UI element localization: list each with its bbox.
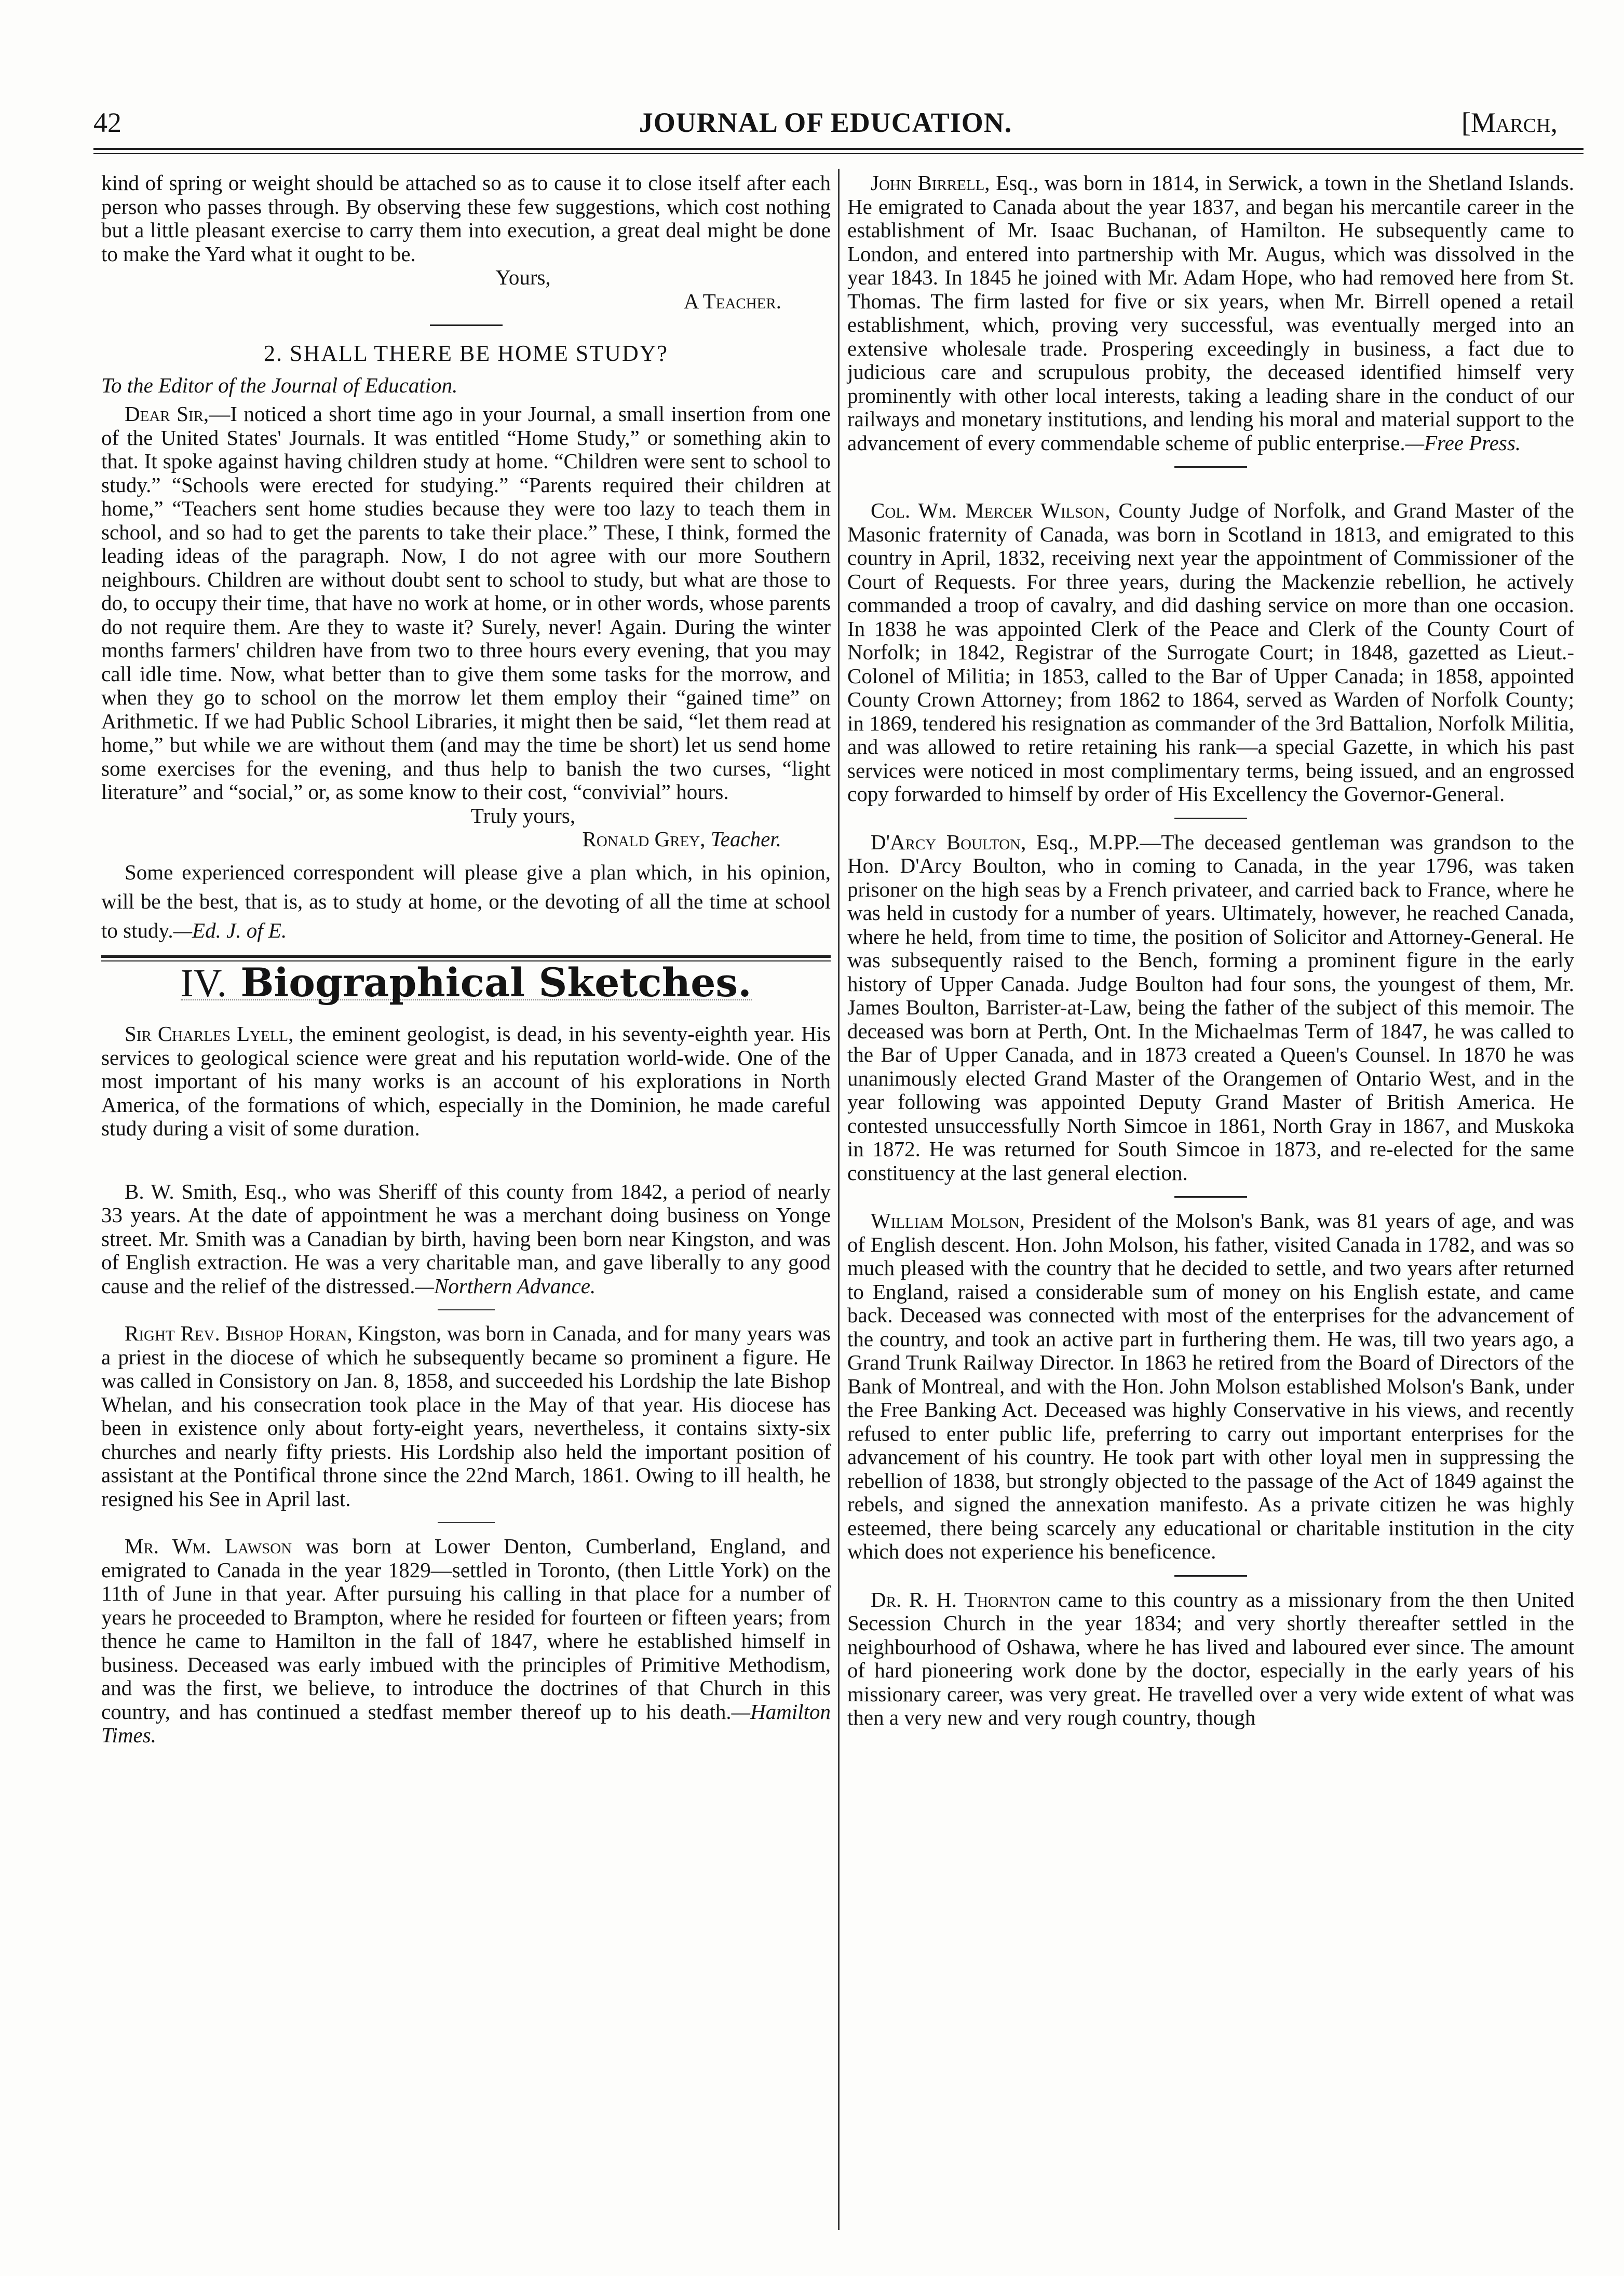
letter-closing: Truly yours,: [470, 803, 576, 828]
section-heading: IV. Biographical Sketches.: [180, 959, 752, 1006]
page-number: 42: [93, 107, 121, 138]
header-rule: [93, 148, 1584, 154]
divider-rule: [430, 324, 503, 326]
letter-addressee: To the Editor of the Journal of Education.: [101, 373, 458, 397]
editor-note: Some experienced correspondent will please give a plan which, in his opinion, will be the best, that is, as to study at home, or the devoting of all the time at school to study.—Ed. J. of E.: [101, 860, 831, 942]
letter-text: —I noticed a short time ago in your Journal, a small insertion from one of the United States' Journals. It was entitled “Home Study,” or something akin to that. It spoke against having children study at home. “Children were sent to school to study.” “Schools were erected for studying.” “Parents required their children at home,” “Teachers sent home studies because they were too lazy to teach them in school, and so had to get the parents to take their place.” These, I think, formed the leading ideas of the paragraph. Now, I do not agree with our more Southern neighbours. Children are without doubt sent to school to study, but what are those to do, to occupy their time, that have no work at home, or in other words, whose parents do not require them. Are they to waste it? Surely, never! Again. During the winter months farmers' children have from two to three hours every evening, that you may call idle time. Now, what better than to give them some tasks for the morrow, and when they go to school on the morrow let them employ their “gained time” on Arithmetic. If we had Public School Libraries, it might then be said, “let them read at home,” but while we are without them (and may the time be short) let us send home some exercises for the evening, and thus help to banish the two curses, “light literature” and “social,” or, as some know to their cost, “convivial” hours.: [101, 402, 831, 804]
sketch-smith: B. W. Smith, Esq., who was Sheriff of this county from 1842, a period of nearly 33 years. At the date of appointment he was a merchant doing business on Yonge street. Mr. Smith was a Canadian by birth, having been born near Kingston, and was of English extraction. He was a very charitable man, and gave liberally to any good cause and the relief of the distressed.—Northern Advance.: [101, 1179, 831, 1298]
left-column: [101, 171, 831, 1747]
journal-title: JOURNAL OF EDUCATION.: [639, 107, 1012, 138]
sketch-molson: William Molson, President of the Molson's Bank, was 81 years of age, and was of English descent. Hon. John Molson, his father, visited Canada in 1782, and was so much pleased with the country that he decided to settle, and two years after returned to England, raised a considerable sum of money on his English estate, and came back. Deceased was connected with most of the enterprises for the advancement of the country, and took an active part in furthering them. He was, till two years ago, a Grand Trunk Railway Director. In 1863 he retired from the Board of Directors of the Bank of Montreal, and with the Hon. John Molson established Molson's Bank, under the Free Banking Act. Deceased was highly Conservative in his views, and recently refused to enter public life, preferring to carry out important enterprises for the advancement of his country. He took part with other loyal men in suppressing the rebellion of 1838, but strongly objected to the passage of the Act of 1849 against the rebels, and signed the annexation manifesto. As a private citizen he was highly esteemed, there being scarcely any educational or charitable institution in the city which does not experience his beneficence.: [847, 1209, 1575, 1563]
page-header: [93, 106, 1558, 143]
divider-rule: [1174, 1575, 1247, 1577]
article-heading: 2. SHALL THERE BE HOME STUDY?: [263, 341, 669, 366]
sketch-lyell: Sir Charles Lyell, the eminent geologist, is dead, in his seventy-eighth year. His services to geological science were great and his reputation world-wide. One of the most important of his many works is an account of his explorations in North America, of the formations of which, especially in the Dominion, he made careful study during a visit of some duration.: [101, 1022, 831, 1140]
letter-signature: A Teacher.: [683, 289, 781, 313]
column-divider: [838, 169, 840, 2230]
divider-rule: [1174, 1196, 1247, 1198]
divider-rule: [1174, 466, 1247, 468]
letter-signature: Ronald Grey, Teacher.: [582, 827, 781, 851]
letter-body: [101, 402, 831, 804]
sketch-lawson: Mr. Wm. Lawson was born at Lower Denton, Cumberland, England, and emigrated to Canada in the year 1829—settled in Toronto, (then Little York) on the 11th of June in that year. After pursuing his calling in that place for a number of years he proceeded to Brampton, where he resided for fourteen or fifteen years; from thence he came to Hamilton in the fall of 1847, where he established himself in business. Deceased was early imbued with the principles of Primitive Methodism, and was the first, we believe, to introduce the doctrines of that Church in this country, and has continued a stedfast member thereof up to his death.—Hamilton Times.: [101, 1534, 831, 1747]
letter-continuation: kind of spring or weight should be attached so as to cause it to close itself after each person who passes through. By observing these few suggestions, which cost nothing but a little pleasant exercise to carry them into execution, a great deal might be done to make the Yard what it ought to be.: [101, 171, 831, 266]
letter-closing: Yours,: [495, 265, 551, 289]
sketch-horan: Right Rev. Bishop Horan, Kingston, was born in Canada, and for many years was a priest in the diocese of which he subsequently became so prominent a figure. He was called in Consistory on Jan. 8, 1858, and succeeded his Lordship the late Bishop Whelan, and his consecration took place in the May of that year. His diocese has been in existence only about forty-eight years, nevertheless, it contains sixty-six churches and nearly fifty priests. His Lordship also held the important position of assistant at the Pontifical throne since the 22nd March, 1861. Owing to ill health, he resigned his See in April last.: [101, 1321, 831, 1511]
issue-month: [March,: [1461, 107, 1558, 138]
divider-rule: [438, 1309, 495, 1310]
sketch-boulton: D'Arcy Boulton, Esq., M.PP.—The deceased gentleman was grandson to the Hon. D'Arcy Boulton, who in coming to Canada, in the year 1796, was taken prisoner on the high seas by a French privateer, and carried back to France, where he was held in custody for a number of years. Ultimately, however, he reached Canada, where he held, from time to time, the position of Solicitor and Attorney-General. He was subsequently raised to the Bench, forming a prominent figure in the early history of Upper Canada. Judge Boulton had four sons, the youngest of them, Mr. James Boulton, Barrister-at-Law, being the father of the subject of this memoir. The deceased was born at Perth, Ont. In the Michaelmas Term of 1847, he was called to the Bar of Upper Canada, and in 1873 created a Queen's Counsel. In 1870 he was unanimously elected Grand Master of the Orangemen of Ontario West, and in the year following was appointed Deputy Grand Master of British America. He contested unsuccessfully North Simcoe in 1861, North Gray in 1867, and Muskoka in 1872. He was returned for South Simcoe in 1873, and re-elected for the same constituency at the last general election.: [847, 830, 1574, 1185]
divider-rule: [438, 1522, 495, 1523]
divider-rule: [1174, 818, 1247, 819]
sketch-wilson: Col. Wm. Mercer Wilson, County Judge of Norfolk, and Grand Master of the Masonic fraternity of Canada, was born in Scotland in 1813, and emigrated to this country in April, 1832, receiving next year the appointment of Commissioner of the Court of Requests. For three years, during the Mackenzie rebellion, he actively commanded a troop of cavalry, and did dashing service on more than one occasion. In 1838 he was appointed Clerk of the Peace and Clerk of the County Court of Norfolk; in 1842, Registrar of the Surrogate Court; in 1848, gazetted as Lieut.-Colonel of Militia; in 1853, called to the Bar of Upper Canada; in 1858, appointed County Crown Attorney; from 1862 to 1864, served as Warden of Norfolk County; in 1869, tendered his resignation as commander of the 3rd Battalion, Norfolk Militia, and was allowed to retire retaining his rank—a special Gazette, in which his past services were noticed in most complimentary terms, being issued, and an engrossed copy forwarded to himself by order of His Excellency the Governor-General.: [847, 498, 1574, 806]
right-column: [847, 171, 1574, 1730]
sketch-thornton: Dr. R. H. Thornton came to this country as a missionary from the then United Secession Church in the year 1834; and very shortly thereafter settled in the neighbourhood of Oshawa, where he has lived and laboured ever since. The amount of hard pioneering work done by the doctor, especially in the early years of his missionary career, was very great. He travelled over a very wide extent of what was then a very new and very rough country, though: [847, 1587, 1574, 1729]
sketch-birrell: John Birrell, Esq., was born in 1814, in Serwick, a town in the Shetland Islands. He emigrated to Canada about the year 1837, and began his mercantile career in the establishment of Mr. Isaac Buchanan, of Hamilton. He subsequently came to London, and entered into partnership with Mr. Augus, which was dissolved in the year 1843. In 1845 he joined with Mr. Adam Hope, who had removed here from St. Thomas. The firm lasted for five or six years, when Mr. Birrell opened a retail establishment, which, proving very successful, was eventually merged into an extensive wholesale trade. Prospering exceedingly in business, a fact due to judicious care and scrupulous probity, the deceased identified himself very prominently with other local interests, taking a leading share in the conduct of our railways and monetary institutions, and lending his moral and material support to the advancement of every commendable scheme of public enterprise.—Free Press.: [847, 171, 1574, 455]
salutation: Dear Sir,: [125, 402, 209, 426]
